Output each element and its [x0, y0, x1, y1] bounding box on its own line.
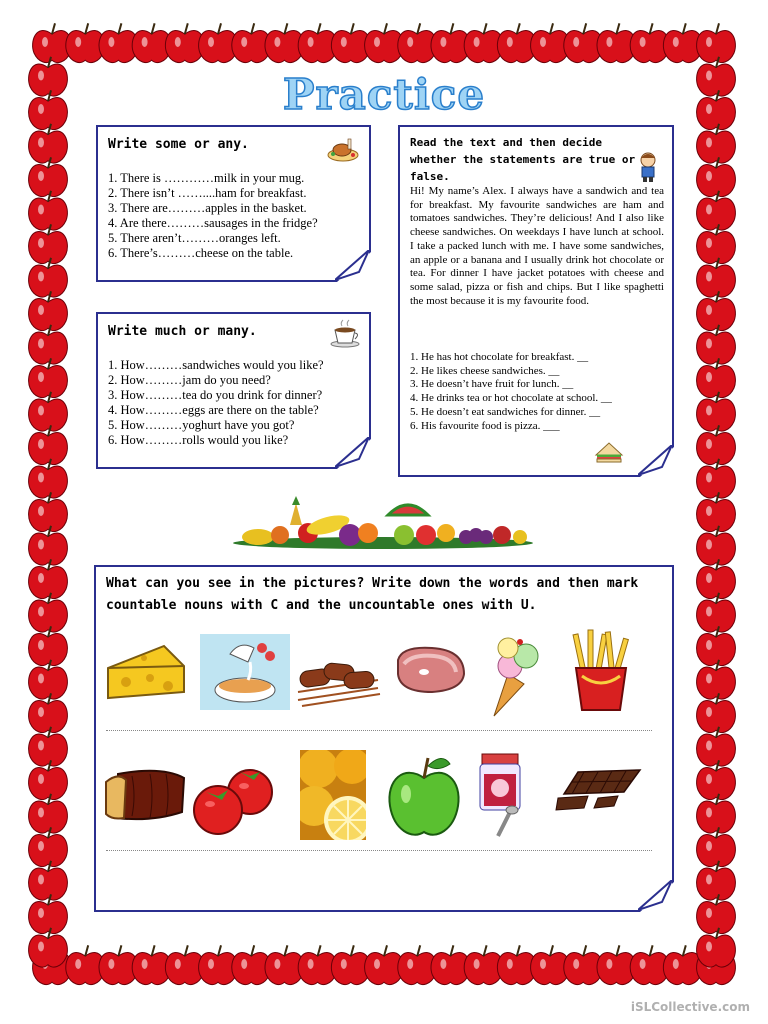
list-item: 6. His favourite food is pizza. ___ [410, 419, 560, 432]
list-item: 5. There aren’t………oranges left. [108, 231, 281, 245]
list-item: 1. How………sandwiches would you like? [108, 358, 324, 372]
apple-border-icon [29, 425, 68, 464]
french-fries-icon [568, 628, 634, 712]
apple-border-icon [29, 291, 68, 330]
apple-border-icon [29, 827, 68, 866]
apple-border-icon [697, 727, 736, 766]
jam-jar-icon [476, 750, 532, 840]
sausages-icon [292, 650, 384, 712]
list-item: 6. There’s………cheese on the table. [108, 246, 294, 260]
apple-border-icon [697, 861, 736, 900]
apple-border-icon [697, 794, 736, 833]
apple-border-icon [29, 224, 68, 263]
list-item: 4. He drinks tea or hot chocolate at school. __ [410, 392, 612, 405]
apple-border-icon [697, 224, 736, 263]
apple-border-icon [29, 191, 68, 230]
apple-border-icon [29, 928, 68, 967]
apple-border-icon [29, 760, 68, 799]
page-curl-fold [335, 437, 369, 467]
apple-border-icon [29, 258, 68, 297]
exercise-list [108, 358, 324, 448]
exercise-heading: Read the text and then decide whether the statements are true or false. [410, 136, 636, 183]
apple-border-icon [697, 492, 736, 531]
apple-border-icon [29, 325, 68, 364]
apple-border-icon [697, 693, 736, 732]
list-item: 6. How………rolls would you like? [108, 433, 289, 447]
apple-border-icon [697, 626, 736, 665]
chocolate-icon [554, 766, 644, 812]
cheese-icon [104, 640, 188, 702]
tomatoes-icon [188, 758, 284, 838]
apple-border-icon [29, 660, 68, 699]
apple-border-icon [29, 894, 68, 933]
exercise-reading [398, 125, 674, 477]
exercise-some-any [96, 125, 371, 282]
list-item: 3. How………tea do you drink for dinner? [108, 388, 323, 402]
ice-cream-icon [486, 634, 546, 718]
page-curl-fold [335, 250, 369, 280]
apple-border-icon [697, 358, 736, 397]
fruit-bowl-icon [228, 495, 538, 551]
list-item: 2. How………jam do you need? [108, 373, 271, 387]
apple-border-icon [697, 191, 736, 230]
apple-border-icon [697, 827, 736, 866]
list-item: 5. How………yoghurt have you got? [108, 418, 295, 432]
coffee-cup-icon [328, 318, 362, 348]
ham-icon [392, 640, 470, 700]
page-curl-fold [638, 445, 672, 475]
list-item: 3. He doesn’t have fruit for lunch. __ [410, 378, 574, 391]
apple-border-icon [697, 291, 736, 330]
list-item: 2. He likes cheese sandwiches. __ [410, 364, 560, 377]
apple-border-icon [697, 660, 736, 699]
apple-border-icon [29, 559, 68, 598]
apple-border-icon [29, 124, 68, 163]
answer-line [106, 730, 652, 731]
apple-border-icon [697, 894, 736, 933]
cereal-bowl-icon [200, 634, 290, 710]
list-item: 1. There is …………milk in your mug. [108, 171, 305, 185]
apple-border-icon [29, 526, 68, 565]
list-item: 1. He has hot chocolate for breakfast. __ [410, 351, 589, 363]
apple-border-icon [697, 23, 736, 62]
exercise-pictures [94, 565, 674, 912]
apple-border-icon [29, 693, 68, 732]
lemons-icon [300, 750, 366, 840]
exercise-heading: Write much or many. [108, 324, 257, 339]
exercise-much-many [96, 312, 371, 469]
apple-border-icon [29, 626, 68, 665]
bread-icon [102, 766, 188, 824]
apple-border-icon [697, 559, 736, 598]
apple-border-icon [29, 794, 68, 833]
apple-border-icon [29, 392, 68, 431]
exercise-heading: Write some or any. [108, 137, 249, 152]
statement-list [410, 351, 612, 433]
apple-border-icon [697, 325, 736, 364]
apple-border-icon [29, 157, 68, 196]
exercise-heading: What can you see in the pictures? Write down the words and then mark countable nouns with C and the uncountable ones with U. [106, 576, 639, 613]
list-item: 4. Are there………sausages in the fridge? [108, 216, 318, 230]
footer-watermark: iSLCollective.com [630, 1000, 750, 1014]
apple-icon [384, 750, 464, 840]
apple-border-icon [29, 593, 68, 632]
apple-border-icon [697, 392, 736, 431]
apple-border-icon [29, 358, 68, 397]
exercise-list [108, 171, 318, 261]
apple-border-icon [697, 459, 736, 498]
list-item: 4. How………eggs are there on the table? [108, 403, 319, 417]
apple-border-icon [29, 727, 68, 766]
answer-line [106, 850, 652, 851]
list-item: 2. There isn’t ……....ham for breakfast. [108, 186, 307, 200]
reading-text: Hi! My name’s Alex. I always have a sandwich and tea for breakfast. My favourite sandwiches are ham and tomatoes sandwiches. They’re delicious! And I also like cheese sandwiches. On weekdays I have lunch at school. I take a packed lunch with me. I have some sandwiches, an apple or a banana and I usually drink hot chocolate or tea. For dinner I have jacket potatoes with cheese and some salad, pizza or fish and chips. But I like spaghetti the most because it is my favourite food. [410, 185, 664, 307]
apple-border-icon [697, 157, 736, 196]
apple-border-icon [29, 459, 68, 498]
apple-border-icon [697, 928, 736, 967]
apple-border-icon [697, 760, 736, 799]
apple-border-icon [697, 124, 736, 163]
boy-icon [636, 151, 660, 183]
apple-border-icon [29, 492, 68, 531]
apple-border-icon [697, 425, 736, 464]
apple-border-icon [697, 526, 736, 565]
page-title: Practice [282, 70, 486, 119]
chicken-icon [326, 135, 360, 163]
apple-border-icon [697, 593, 736, 632]
page-curl-fold [638, 880, 672, 910]
sandwich-icon [594, 439, 624, 463]
apple-border-icon [29, 861, 68, 900]
apple-border-icon [697, 258, 736, 297]
list-item: 5. He doesn’t eat sandwiches for dinner. __ [410, 405, 601, 418]
list-item: 3. There are………apples in the basket. [108, 201, 307, 215]
